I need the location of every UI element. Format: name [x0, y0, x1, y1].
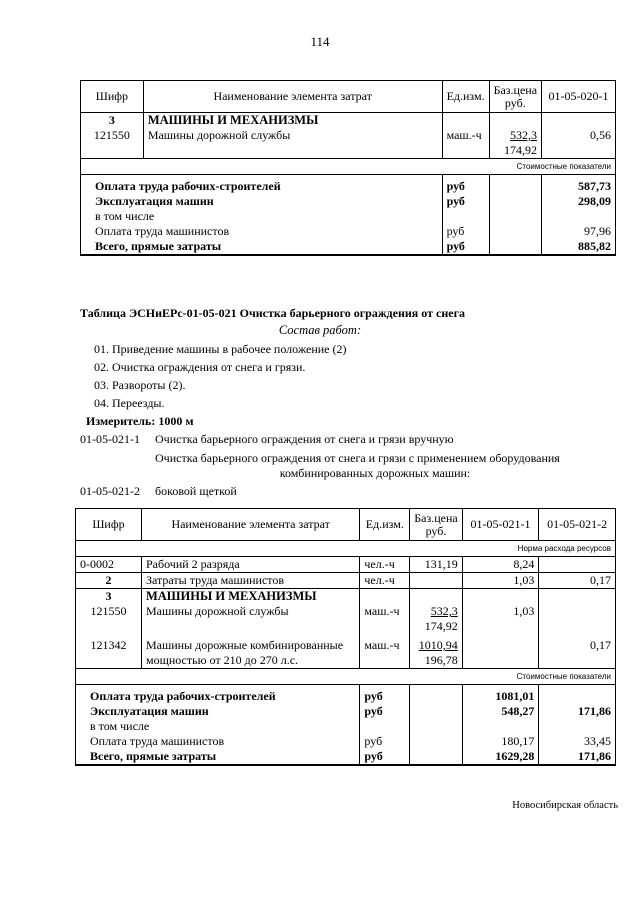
table-cell — [542, 209, 616, 224]
table-cell: маш.-ч — [360, 604, 410, 634]
table-cell — [141, 638, 359, 669]
table-cell — [410, 638, 462, 669]
total-row — [81, 209, 616, 224]
price-top: 1010,94 — [418, 638, 458, 652]
total-row — [81, 224, 616, 239]
table-cell — [539, 589, 616, 605]
table-cell: Всего, прямые затраты — [81, 239, 443, 255]
table-cell — [360, 669, 410, 685]
table-cell — [542, 113, 616, 129]
table-cell — [442, 159, 489, 175]
table-cell: Оплата труда машинистов — [76, 734, 360, 749]
table-cell — [410, 541, 462, 557]
table-cell — [410, 704, 462, 719]
section-row — [81, 113, 616, 129]
cost-label: Стоимостные показатели — [489, 159, 615, 175]
table-row — [76, 557, 616, 573]
work-composition-heading: Состав работ: — [278, 323, 362, 337]
table-cell: в том числе — [81, 209, 443, 224]
total-row — [76, 719, 616, 734]
norm-label: Норма расхода ресурсов — [462, 541, 615, 557]
price-bottom: 174,92 — [504, 143, 538, 157]
row-name: Машины дорожной службы — [143, 128, 442, 159]
cost-table-1 — [80, 80, 616, 256]
header-cell: 01-05-021-2 — [539, 509, 616, 541]
price-bottom: 196,78 — [424, 653, 458, 667]
table-cell — [489, 224, 541, 239]
table-cell — [141, 541, 359, 557]
table-cell — [360, 589, 410, 605]
row-unit: маш.-ч — [442, 128, 489, 159]
total-row — [81, 239, 616, 255]
code-label: 01-05-021-1 — [80, 432, 140, 446]
total-row — [76, 749, 616, 765]
table-cell — [410, 604, 462, 634]
table-cell — [489, 179, 541, 194]
table-cell: Затраты труда машинистов — [141, 573, 359, 589]
table-header — [76, 509, 616, 541]
cost-label: Стоимостные показатели — [462, 669, 615, 685]
price-top: 532,3 — [430, 604, 458, 618]
table-cell: руб — [442, 194, 489, 209]
table-cell: 1,03 — [462, 604, 539, 634]
table-cell: 121342 — [76, 638, 142, 669]
price-top: 532,3 — [510, 128, 538, 142]
price-bottom: 174,92 — [424, 619, 458, 633]
table-cell: 171,86 — [539, 749, 616, 765]
table-cell: руб — [442, 224, 489, 239]
table-cell — [539, 557, 616, 573]
table-row — [76, 638, 616, 669]
table-cell: 180,17 — [462, 734, 539, 749]
table-cell: Рабочий 2 разряда — [141, 557, 359, 573]
table-cell: 0-0002 — [76, 557, 142, 573]
table-cell — [442, 113, 489, 129]
footer-region: Новосибирская область — [512, 800, 618, 811]
code-label: 01-05-021-2 — [80, 484, 140, 498]
table-cell: в том числе — [76, 719, 360, 734]
table-cell — [489, 209, 541, 224]
table-row — [81, 128, 616, 159]
table-cell: 8,24 — [462, 557, 539, 573]
table-cell — [462, 589, 539, 605]
table-cell — [489, 194, 541, 209]
cost-label-row — [81, 159, 616, 175]
row-value: 0,56 — [542, 128, 616, 159]
section-title: МАШИНЫ И МЕХАНИЗМЫ — [143, 113, 442, 129]
table-cell: руб — [360, 734, 410, 749]
table-cell — [410, 749, 462, 765]
table-cell: 121550 — [76, 604, 142, 634]
table-cell: 1629,28 — [462, 749, 539, 765]
table-cell — [539, 604, 616, 634]
total-row — [76, 704, 616, 719]
table-cell — [462, 638, 539, 669]
total-row — [81, 194, 616, 209]
table-cell: 548,27 — [462, 704, 539, 719]
table-cell: Машины дорожной службы — [141, 604, 359, 634]
header-cell: Наименование элемента затрат — [141, 509, 359, 541]
table-cell: руб — [360, 689, 410, 704]
table-cell — [81, 159, 144, 175]
table-cell: 1,03 — [462, 573, 539, 589]
table-cell — [410, 734, 462, 749]
table-cell: чел.-ч — [360, 557, 410, 573]
table-title: Таблица ЭСНиЕРс-01-05-021 Очистка барьерного ограждения от снега — [80, 306, 466, 320]
table-cell — [410, 719, 462, 734]
code-description: боковой щеткой — [155, 484, 237, 498]
table-cell: 97,96 — [542, 224, 616, 239]
page-number: 114 — [310, 34, 330, 49]
table-cell: 587,73 — [542, 179, 616, 194]
table-row — [76, 604, 616, 634]
header-cell: Шифр — [81, 81, 144, 113]
table-cell: 298,09 — [542, 194, 616, 209]
table-cell: Оплата труда машинистов — [81, 224, 443, 239]
table-cell — [539, 719, 616, 734]
table-cell — [360, 719, 410, 734]
table-cell: руб — [360, 704, 410, 719]
table-cell: 171,86 — [539, 704, 616, 719]
measurement-unit: Измеритель: 1000 м — [86, 414, 194, 428]
table-header — [81, 81, 616, 113]
table-cell: Оплата труда рабочих-строителей — [76, 689, 360, 704]
table-cell: руб — [442, 179, 489, 194]
cell-line: Машины дорожные комбинированные — [145, 638, 344, 652]
section-number: 3 — [76, 589, 142, 605]
section-number: 3 — [81, 113, 144, 129]
table-cell: 2 — [76, 573, 142, 589]
table-cell: чел.-ч — [360, 573, 410, 589]
table-cell — [489, 113, 541, 129]
table-cell — [410, 573, 462, 589]
total-row — [76, 689, 616, 704]
row-code: 121550 — [81, 128, 144, 159]
table-cell — [489, 239, 541, 255]
work-item: 01. Приведение машины в рабочее положение (2) — [94, 342, 347, 356]
table-cell: 0,17 — [539, 638, 616, 669]
table-cell — [410, 589, 462, 605]
code-description: Очистка барьерного ограждения от снега и грязи вручную — [155, 432, 454, 446]
cost-table-2 — [75, 508, 616, 766]
header-cell: Ед.изм. — [442, 81, 489, 113]
total-row — [81, 179, 616, 194]
table-cell — [410, 689, 462, 704]
table-cell — [539, 689, 616, 704]
work-item: 03. Развороты (2). — [94, 378, 186, 392]
section-row — [76, 589, 616, 605]
table-cell: 1081,01 — [462, 689, 539, 704]
code-description: Очистка барьерного ограждения от снега и грязи с применением оборудования — [155, 451, 560, 465]
header-cell: Шифр — [76, 509, 142, 541]
table-cell — [143, 159, 442, 175]
table-cell — [76, 669, 142, 685]
header-cell: Баз.цена руб. — [410, 509, 462, 541]
table-cell: Эксплуатация машин — [81, 194, 443, 209]
work-item: 02. Очистка ограждения от снега и грязи. — [94, 360, 306, 374]
cell-line: мощностью от 210 до 270 л.с. — [145, 653, 299, 667]
table-cell — [360, 541, 410, 557]
table-cell: руб — [360, 749, 410, 765]
table-cell: Всего, прямые затраты — [76, 749, 360, 765]
table-cell — [76, 541, 142, 557]
table-row — [76, 573, 616, 589]
table-cell: Оплата труда рабочих-строителей — [81, 179, 443, 194]
table-cell: 131,19 — [410, 557, 462, 573]
table-cell: Эксплуатация машин — [76, 704, 360, 719]
table-cell: 0,17 — [539, 573, 616, 589]
table-cell — [462, 719, 539, 734]
code-description: комбинированных дорожных машин: — [279, 466, 471, 480]
header-cell: 01-05-021-1 — [462, 509, 539, 541]
table-cell — [410, 669, 462, 685]
table-cell: 33,45 — [539, 734, 616, 749]
table-cell: 885,82 — [542, 239, 616, 255]
table-cell — [442, 209, 489, 224]
header-cell: 01-05-020-1 — [542, 81, 616, 113]
table-cell: маш.-ч — [360, 638, 410, 669]
table-cell — [141, 669, 359, 685]
work-item: 04. Переезды. — [94, 396, 165, 410]
section-title: МАШИНЫ И МЕХАНИЗМЫ — [141, 589, 359, 605]
row-price — [489, 128, 541, 159]
total-row — [76, 734, 616, 749]
table-cell: руб — [442, 239, 489, 255]
header-cell: Баз.цена руб. — [489, 81, 541, 113]
header-cell: Наименование элемента затрат — [143, 81, 442, 113]
cost-label-row — [76, 669, 616, 685]
norm-label-row — [76, 541, 616, 557]
header-cell: Ед.изм. — [360, 509, 410, 541]
